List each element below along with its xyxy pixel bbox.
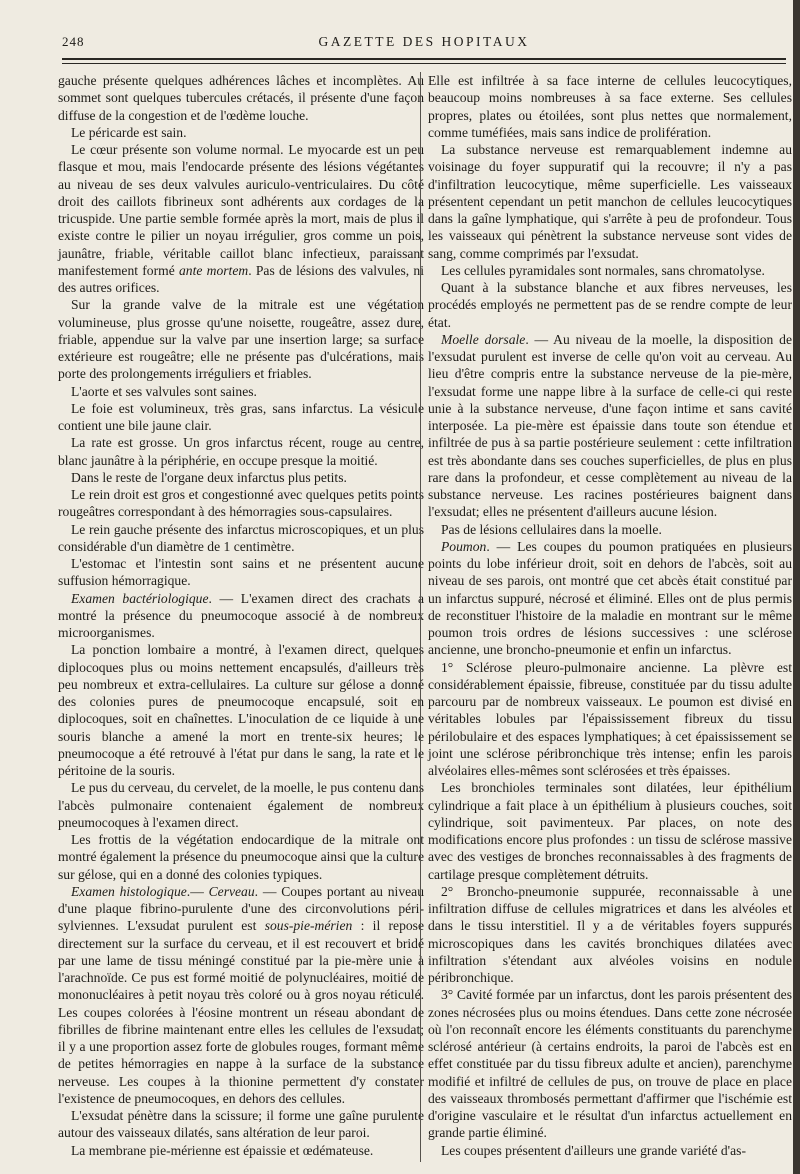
left-column <box>58 72 424 1159</box>
italic-run: Poumon <box>441 538 487 554</box>
italic-run: Examen histologique <box>71 883 187 899</box>
paragraph <box>428 279 792 331</box>
text-run: Dans le reste de l'organe deux infarctus plus petits. <box>71 469 347 485</box>
text-run: Les cellules pyramidales sont normales, sans chromatolyse. <box>441 262 765 278</box>
paragraph <box>58 521 424 556</box>
paragraph <box>58 434 424 469</box>
text-run: Les coupes présentent d'ailleurs une grande variété d'as- <box>441 1142 746 1158</box>
text-run: Le foie est volumineux, très gras, sans infarctus. La vésicule contient une bile jaune clair. <box>58 400 424 433</box>
text-run: L'exsudat pénètre dans la scissure; il forme une gaîne purulente autour des vaisseaux dilatés, sans altération de leur paroi. <box>58 1108 424 1141</box>
text-run: L'aorte et ses valvules sont saines. <box>71 383 257 399</box>
paragraph <box>428 141 792 262</box>
text-run: .— <box>186 883 209 899</box>
binding-edge <box>793 0 800 1174</box>
paragraph <box>58 831 424 883</box>
paragraph <box>428 883 792 987</box>
text-run: Le rein gauche présente des infarctus microscopiques, et un plus considérable d'un diamètre de 1 centimètre. <box>58 521 424 554</box>
text-run: Les bronchioles terminales sont dilatées, leur épithélium cylindrique a fait place à un épithélium à plusieurs couches, soit cylindrique, soit pavimenteux. Par places, on note des modifications encore plus profondes : un tissu de sclérose massive avec des vestiges de bronches reconnaissables à des fragments de cartilage presque complètement détruits. <box>428 780 792 882</box>
page-header <box>62 34 786 58</box>
italic-run: ante mortem <box>179 262 249 278</box>
text-run: La substance nerveuse est remarquablement indemne au voisinage du foyer suppuratif qui la recouvre; il n'y a pas d'infiltration leucocytique, même superficielle. Les vaisseaux présentent cependant un petit manchon de cellules leucocytiques dans la gaîne lymphatique, qui s'arrête à peu de profondeur. Tous les vaisseaux qui pénètrent la substance nerveuse sont vides de sang, comme comprimés par l'exsudat. <box>428 142 792 261</box>
text-run: Pas de lésions cellulaires dans la moelle. <box>441 521 662 537</box>
text-run: 1° Sclérose pleuro-pulmonaire ancienne. La plèvre est considérablement épaissie, fibreuse, constituée par du tissu adulte parcouru par de nombreux vaisseaux. Le poumon est divisé en véritables lobules par l'épaississement fibreux du tissu périlobulaire et des espaces lymphatiques; à cet épaississement se joint une sclérose péribronchique très intense; enfin les parois alvéolaires elles-mêmes sont sclérosées et très épaisses. <box>428 659 792 778</box>
paragraph <box>428 659 792 780</box>
text-run: : il repose directement sur la surface du cerveau, et il est recouvert et bridé par une lame de tissu méningé constitué par la pie-mère unie à l'arachnoïde. Ce pus est formé moitié de polynucléaires, moitié de mononucléaires à petit noyau très coloré ou à gros noyau réticulé. Les coupes colorées à l'éosine montrent un réseau abondant de fibrilles de fibrine maintenant entre elles les cellules de l'exsudat; il y a une proportion assez forte de globules rouges, formant même de petites hémorragies en nappe à la surface de la substance nerveuse. Les coupes à la thionine permettent d'y constater l'existence de pneumocoques, en dehors des cellules. <box>58 918 424 1106</box>
paragraph <box>428 779 792 883</box>
paragraph <box>428 331 792 521</box>
paragraph <box>428 1142 792 1159</box>
text-run: . Pas de lésions des valvules, ni des autres orifices. <box>58 262 424 295</box>
italic-run: sous-pie-mérien <box>264 918 353 934</box>
header-rule-thin <box>62 63 786 64</box>
text-run: La ponction lombaire a montré, à l'examen direct, quelques diplocoques plus ou moins nettement encapsulés, d'ailleurs très peu nombreux et extra-cellulaires. La culture sur gélose a donné des colonies pures de pneumocoque encapsulé, soit en diplocoques, soit en chaînettes. L'inoculation de ce liquide à une souris blanche a amené la mort en trente-six heures; le pneumocoque a été retrouvé à l'état pur dans le sang, la rate et le péritoine de la souris. <box>58 642 424 778</box>
italic-run: Examen bactériologique <box>71 590 209 606</box>
italic-run: Cerveau <box>208 883 255 899</box>
text-run: . — L'examen direct des crachats a montré la présence du pneumocoque associé à de nombreux microorganismes. <box>58 590 424 640</box>
text-run: Le cœur présente son volume normal. Le myocarde est un peu flasque et mou, mais l'endocarde présente des lésions végétantes au niveau de ses deux valvules auriculo-ventriculaires. Du côté droit des caillots fibrineux sont adhérents aux cordages de la tricuspide. Une partie semble formée après la mort, mais de plus il existe contre le pilier un noyau irrégulier, gros comme un pois, jaunâtre, friable, véritable caillot blanc infectieux, paraissant manifestement formé <box>58 142 424 278</box>
paragraph <box>58 72 424 124</box>
text-run: La rate est grosse. Un gros infarctus récent, rouge au centre, blanc jaunâtre à la périphérie, en occupe presque la moitié. <box>58 435 424 468</box>
text-run: Le péricarde est sain. <box>71 124 187 140</box>
text-run: La membrane pie-mérienne est épaissie et œdémateuse. <box>71 1142 374 1158</box>
paragraph <box>58 141 424 296</box>
paragraph <box>58 469 424 486</box>
paragraph <box>428 521 792 538</box>
header-rule-thick <box>62 58 786 60</box>
text-run: gauche présente quelques adhérences lâches et incomplètes. Au sommet sont quelques tubercules crétacés, il présente d'une façon diffuse de la congestion et de l'œdème louche. <box>58 73 424 123</box>
text-run: Le pus du cerveau, du cervelet, de la moelle, le pus contenu dans l'abcès pulmonaire contenaient également de nombreux pneumocoques à l'examen direct. <box>58 780 424 830</box>
paragraph <box>58 590 424 642</box>
publication-title: GAZETTE DES HOPITAUX <box>318 34 530 49</box>
text-run: 2° Broncho-pneumonie suppurée, reconnaissable à une infiltration diffuse de cellules migratrices et dans les alvéoles et dans le tissu interstitiel. Il y a de véritables foyers suppurés microscopiques dans les cavités bronchiques dilatées avec infiltration s'étendant aux alvéoles voisins en nodule péribronchique. <box>428 883 792 985</box>
paragraph <box>58 1107 424 1142</box>
paragraph <box>58 1142 424 1159</box>
paragraph <box>58 555 424 590</box>
right-column <box>428 72 792 1159</box>
text-run: Le rein droit est gros et congestionné avec quelques petits points rougeâtres correspondant à des hémorragies sous-capsulaires. <box>58 487 424 520</box>
paragraph <box>58 883 424 1107</box>
page-number: 248 <box>62 34 85 49</box>
italic-run: Moelle dorsale <box>441 331 526 347</box>
paragraph <box>58 296 424 382</box>
text-run: Elle est infiltrée à sa face interne de cellules leucocytiques, beaucoup moins nombreuses à sa face externe. Ses cellules propres, plates ou étoilées, sont plus nettes que normalement, comme tuméfiées, mais sans indice de prolifération. <box>428 73 792 140</box>
paragraph <box>58 383 424 400</box>
paragraph <box>428 72 792 141</box>
text-run: 3° Cavité formée par un infarctus, dont les parois présentent des zones nécrosées plus ou moins étendues. Dans cette zone nécrosée où l'on reconnaît encore les éléments constituants du parenchyme sclérosé antérieur (à certains endroits, la paroi de l'abcès est en effet constituée par du tissu fibreux adulte et ancien), parenchyme modifié et infiltré de cellules de pus, on trouve de place en place des vaisseaux thrombosés permettant d'affirmer que l'ischémie est d'origine vasculaire et le résultat d'un infarctus actuellement en grande partie éliminé. <box>428 987 792 1141</box>
text-run: . — Coupes portant au niveau d'une plaque fibrino-purulente d'une des circonvolutions péri-sylviennes. L'exsudat purulent est <box>58 883 424 934</box>
paragraph <box>428 538 792 659</box>
text-run: . — Au niveau de la moelle, la disposition de l'exsudat purulent est inverse de celle qu'on voit au cerveau. Au lieu d'être compris entre la substance nerveuse de la pie-mère, l'exsudat forme une nappe libre à la surface de celle-ci qui reste unie à la substance nerveuse, d'une façon intime et sans cavité interposée. La pie-mère est épaissie dans toute son étendue et infiltrée de pus à sa partie postérieure seulement : cette infiltration est très abondante dans ses couches superficielles, de plus en plus rare dans la profondeur, et cesse complètement au niveau de la substance nerveuse. Les racines postérieures baignent dans l'exsudat; elles ne présentent d'ailleurs aucune lésion. <box>428 331 792 520</box>
column-divider <box>420 72 421 1162</box>
text-run: Quant à la substance blanche et aux fibres nerveuses, les procédés employés ne permettent pas de se rendre compte de leur état. <box>428 280 792 330</box>
text-run: Les frottis de la végétation endocardique de la mitrale ont montré également la présence du pneumocoque ainsi que la culture sur gélose, qui en a donné des colonies typiques. <box>58 832 424 882</box>
text-run: Sur la grande valve de la mitrale est une végétation volumineuse, plus grosse qu'une noisette, rougeâtre, assez dure, friable, appendue sur la valve par une insertion large; sa surface extérieure est rougeâtre; elle ne présente pas d'ulcérations, mais porte des prolongements irréguliers et friables. <box>58 297 424 382</box>
paragraph <box>58 400 424 435</box>
paragraph <box>428 262 792 279</box>
paragraph <box>58 124 424 141</box>
text-run: . — Les coupes du poumon pratiquées en plusieurs points du lobe inférieur droit, soit en dehors de l'abcès, soit au niveau de ses parois, ont montré que cet abcès était constitué par un infarctus suppuré, nécrosé et éliminé. Elles ont de plus permis de reconstituer l'histoire de la maladie en montrant sur le même poumon trois ordres de lésions successives : une sclérose ancienne, une broncho-pneumonie et enfin un infarctus. <box>428 538 792 658</box>
paragraph <box>58 779 424 831</box>
paragraph <box>428 986 792 1141</box>
paragraph <box>58 486 424 521</box>
text-run: L'estomac et l'intestin sont sains et ne présentent aucune suffusion hémorragique. <box>58 556 424 589</box>
paragraph <box>58 641 424 779</box>
